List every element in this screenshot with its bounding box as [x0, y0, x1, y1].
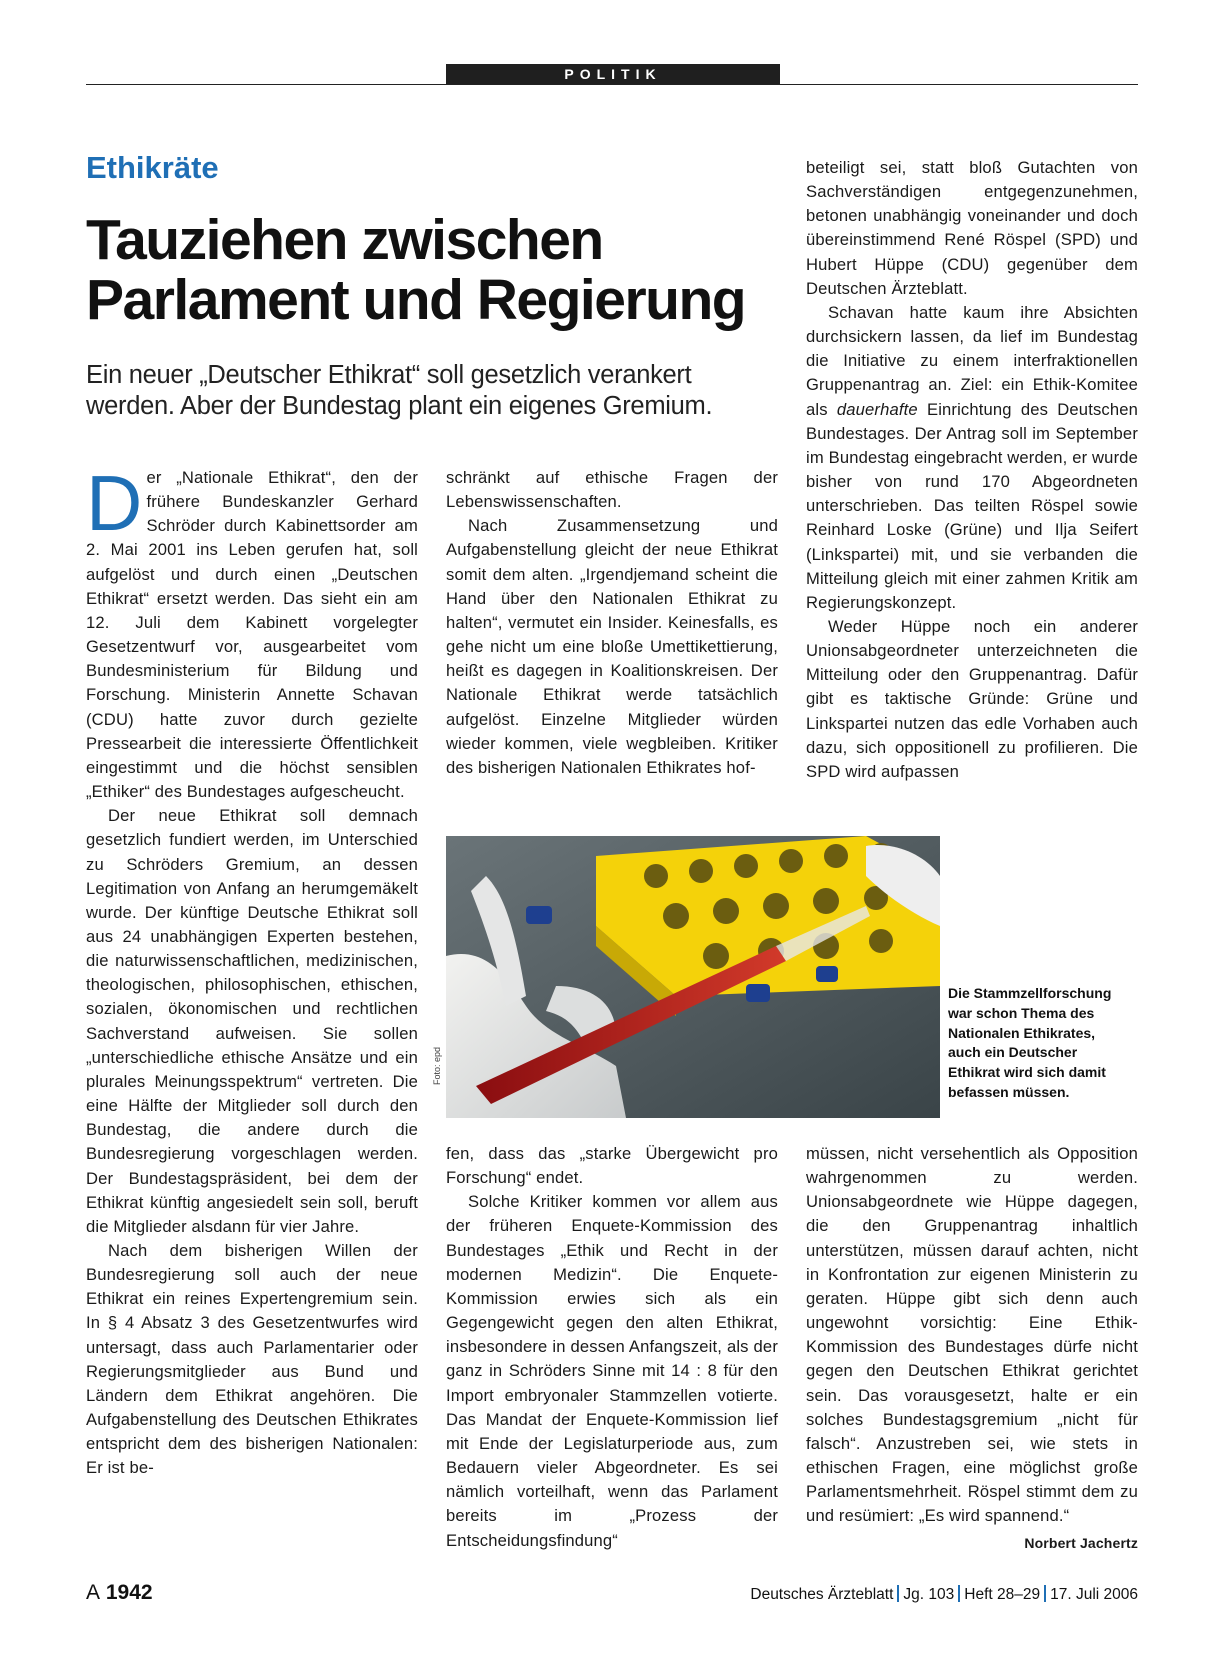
paragraph: Weder Hüppe noch ein anderer Unionsabgeordneter unterzeichneten die Mitteilung oder den Gruppenantrag. Dafür gibt es taktische Gründe: Grüne und Linkspartei nutzen das edle Vorhaben auch dazu, sich oppositionell zu profilieren. Die SPD wird aufpassen — [806, 616, 1138, 781]
journal-info — [750, 1585, 1138, 1604]
column-3-bottom — [806, 1142, 1138, 1555]
photo-illustration — [446, 836, 940, 1118]
deck-line-2: werden. Aber der Bundestag plant ein eigenes Gremium. — [86, 392, 713, 420]
journal-volume: Jg. 103 — [903, 1586, 955, 1603]
headline-line-1: Tauziehen zwischen — [86, 208, 603, 272]
paragraph: schränkt auf ethische Fragen der Lebenswissenschaften. — [446, 468, 778, 512]
column-2-bottom — [446, 1142, 778, 1553]
author-byline: Norbert Jachertz — [1024, 1534, 1138, 1551]
photo-credit: Foto: epd — [432, 1046, 442, 1085]
page-number: A 1942 — [86, 1581, 153, 1604]
article-headline — [86, 210, 766, 330]
column-1 — [86, 459, 418, 1481]
column-2-top — [446, 466, 778, 780]
paragraph: Nach dem bisherigen Willen der Bundesregierung soll auch der neue Ethikrat ein reines Expertengremium sein. In § 4 Absatz 3 des Gesetzentwurfes wird untersagt, dass auch Parlamentarier oder Regierungsmitglieder aus Bund und Ländern dem Ethikrat angehören. Die Aufgabenstellung des Deutschen Ethikrates entspricht dem des bisherigen Nationalen: Er ist be- — [86, 1241, 418, 1478]
separator — [897, 1585, 899, 1602]
paragraph: Schavan hatte kaum ihre Absichten durchsickern lassen, da lief im Bundestag die Initiative zu einem interfraktionellen Gruppenantrag an. Ziel: ein Ethik-Komitee als dauerhafte Einrichtung des Deutschen Bundestages. Der Antrag soll im September im Bundestag eingebracht werden, er wurde bisher von rund 170 Abgeordneten unterschrieben. Das teilten Röspel sowie Reinhard Loske (Grüne) und Ilja Seifert (Linkspartei) mit, und sie verbanden die Mitteilung gleich mit einer zahmen Kritik am Regierungskonzept. — [806, 302, 1138, 612]
paragraph: müssen, nicht versehentlich als Opposition wahrgenommen zu werden. Unionsabgeordnete wie Hüppe dagegen, die den Gruppenantrag inhaltlich unterstützen, müssen darauf achten, nicht in Konfrontation zur eigenen Ministerin zu geraten. Hüppe gibt sich denn auch ungewohnt vorsichtig: Eine Ethik-Kommission des Bundestages dürfe nicht gegen den Deutschen Ethikrat gerichtet sein. Das vorausgesetzt, halte er ein solches Bundestagsgremium „nicht für falsch“. Anzustreben sei, wie stets in ethischen Fragen, eine möglichst große Parlamentsmehrheit. Röspel stimmt dem zu und resümiert: „Es wird spannend.“ Norbert Jachertz — [806, 1142, 1138, 1529]
column-3-top — [806, 156, 1138, 784]
drop-cap: D — [86, 459, 143, 547]
paragraph: Der neue Ethikrat soll demnach gesetzlich fundiert werden, im Unterschied zu Schröders Gremium, an dessen Legitimation von Anfang an herumgemäkelt wurde. Der künftige Deutsche Ethikrat soll aus 24 unabhängigen Experten bestehen, die naturwissenschaftlichen, medizinischen, theologischen, philosophischen, ethischen, sozialen, ökonomischen und rechtlichen Sachverstand aufweisen. Sie sollen „unterschiedliche ethische Ansätze und ein plurales Meinungsspektrum“ vertreten. Die eine Hälfte der Mitglieder soll durch den Bundestag, die andere durch die Bundesregierung vorgeschlagen werden. Der Bundestagspräsident, bei dem der Ethikrat künftig angesiedelt sein soll, beruft die Mitglieder alsdann für vier Jahre. — [86, 806, 418, 1236]
deck-line-1: Ein neuer „Deutscher Ethikrat“ soll gesetzlich verankert — [86, 361, 692, 389]
article-kicker: Ethikräte — [86, 150, 219, 185]
headline-line-2: Parlament und Regierung — [86, 268, 746, 332]
stem-cell-lab-photo — [446, 836, 940, 1118]
separator — [1044, 1585, 1046, 1602]
header-rule — [86, 84, 1138, 85]
paragraph: fen, dass das „starke Übergewicht pro Forschung“ endet. — [446, 1144, 778, 1188]
article-deck — [86, 360, 776, 422]
paragraph: Solche Kritiker kommen vor allem aus der früheren Enquete-Kommission des Bundestages „Ethik und Recht in der modernen Medizin“. Die Enquete-Kommission erwies sich als ein Gegengewicht gegen den alten Ethikrat, insbesondere in dessen Anfangszeit, als der ganz in Schröders Sinne mit 14 : 8 für den Import embryonaler Stammzellen votierte. Das Mandat der Enquete-Kommission lief mit Ende der Legislaturperiode aus, zum Bedauern vieler Abgeordneter. Es sei nämlich vorteilhaft, wenn das Parlament bereits im „Prozess der Entscheidungsfindung“ — [446, 1192, 778, 1550]
journal-name: Deutsches Ärzteblatt — [750, 1586, 894, 1603]
paragraph: beteiligt sei, statt bloß Gutachten von Sachverständigen entgegenzunehmen, betonen unabhängig voneinander und doch übereinstimmend René Röspel (SPD) und Hubert Hüppe (CDU) gegenüber dem Deutschen Ärzteblatt. — [806, 158, 1138, 298]
journal-issue: Heft 28–29 — [964, 1586, 1041, 1603]
separator — [958, 1585, 960, 1602]
paragraph: Der „Nationale Ethikrat“, den der frühere Bundeskanzler Gerhard Schröder durch Kabinettsorder am 2. Mai 2001 ins Leben gerufen hat, soll aufgelöst und durch einen „Deutschen Ethikrat“ ersetzt werden. Das sieht ein am 12. Juli dem Kabinett vorgelegter Gesetzentwurf vor, ausgearbeitet vom Bundesministerium für Bildung und Forschung. Ministerin Annette Schavan (CDU) hatte zuvor durch gezielte Pressearbeit die interessierte Öffentlichkeit eingestimmt und die höchst sensiblen „Ethiker“ des Bundestages aufgescheucht. — [86, 459, 418, 802]
journal-date: 17. Juli 2006 — [1050, 1586, 1138, 1603]
paragraph: Nach Zusammensetzung und Aufgabenstellung gleicht der neue Ethikrat somit dem alten. „Irgendjemand scheint die Hand über den Nationalen Ethikrat zu halten“, vermutet ein Insider. Keinesfalls, es gehe nicht um eine bloße Umettikettierung, heißt es dagegen in Koalitionskreisen. Der Nationale Ethikrat werde tatsächlich aufgelöst. Einzelne Mitglieder würden wieder kommen, viele wegbleiben. Kritiker des bisherigen Nationalen Ethikrates hof- — [446, 516, 778, 777]
section-label: POLITIK — [446, 64, 780, 85]
photo-caption: Die Stammzellforschung war schon Thema des Nationalen Ethikrates, auch ein Deutscher Ethikrat wird sich damit befassen müssen. — [948, 985, 1112, 1100]
